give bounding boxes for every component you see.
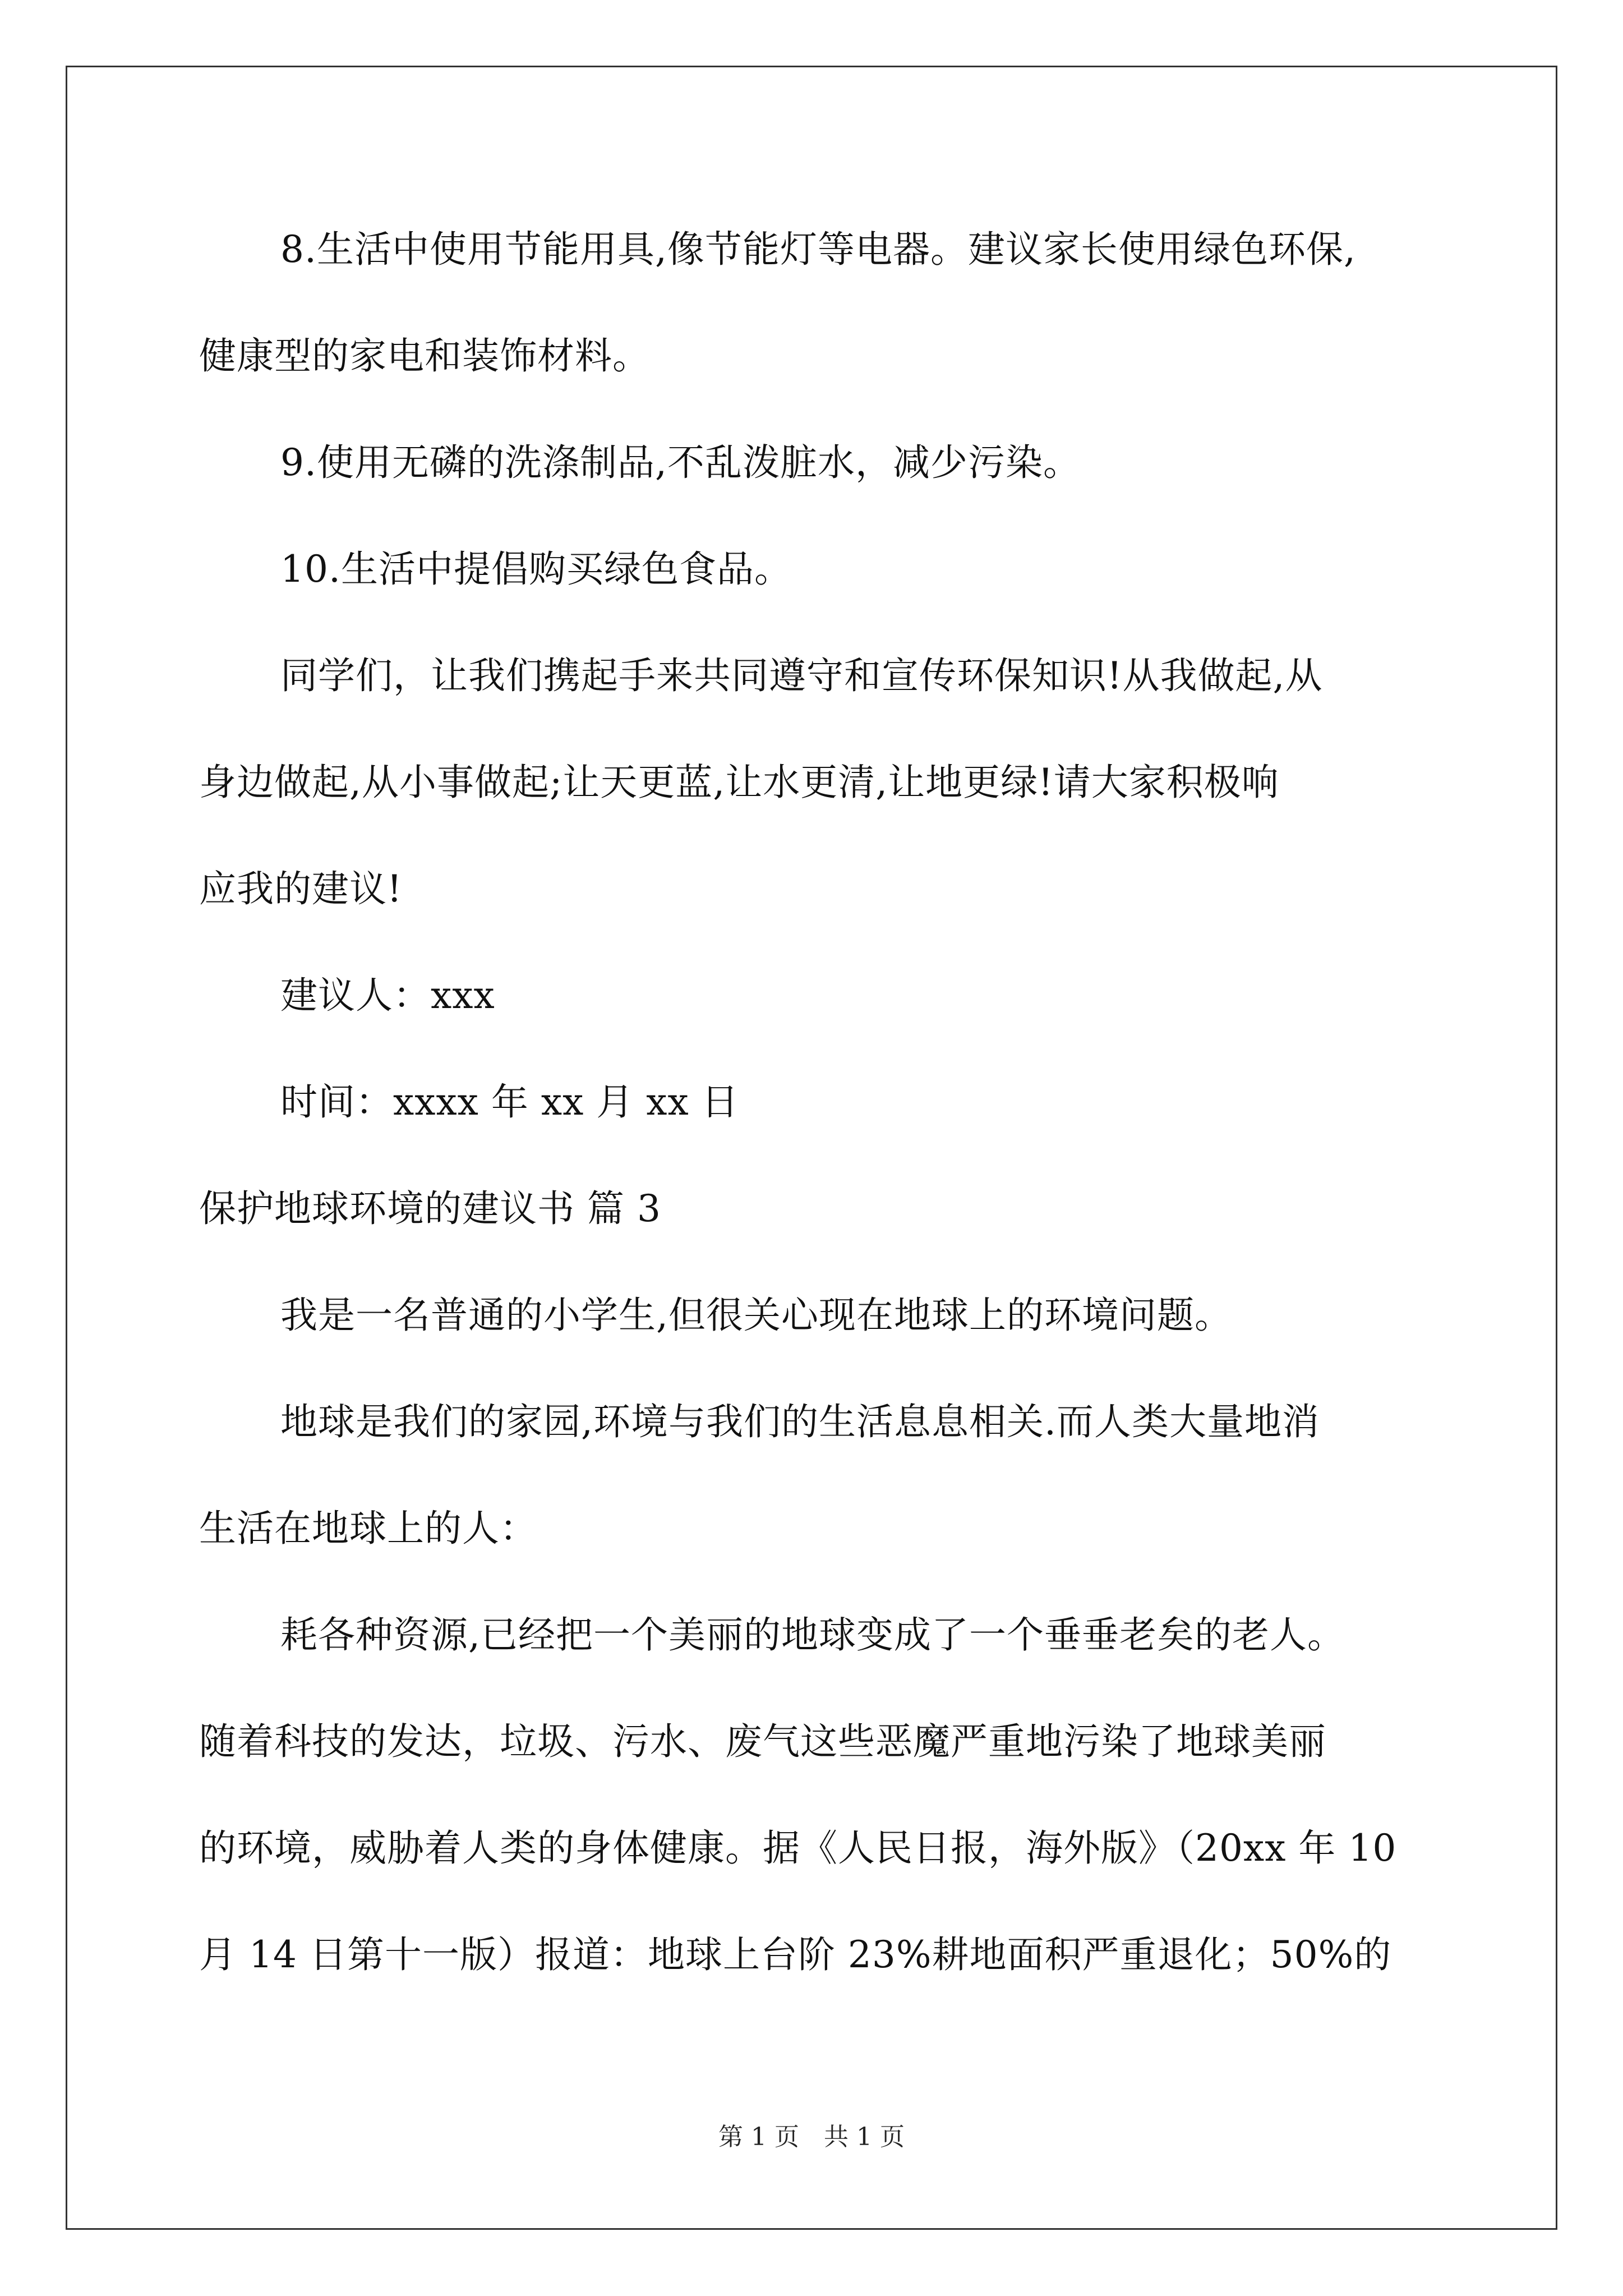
signature-line: 建议人：xxx [280, 974, 495, 1017]
paragraph-line: 9.使用无磷的洗涤制品,不乱泼脏水，减少污染。 [280, 441, 1081, 484]
paragraph-line: 8.生活中使用节能用具,像节能灯等电器。建议家长使用绿色环保, [280, 228, 1356, 271]
paragraph-line: 我是一名普通的小学生,但很关心现在地球上的环境问题。 [280, 1294, 1232, 1337]
paragraph-line: 健康型的家电和装饰材料。 [199, 334, 650, 378]
date-line: 时间：xxxx 年 xx 月 xx 日 [280, 1080, 739, 1124]
paragraph-line: 耗各种资源,已经把一个美丽的地球变成了一个垂垂老矣的老人。 [280, 1613, 1345, 1657]
paragraph-line: 10.生活中提倡购买绿色食品。 [280, 547, 792, 591]
section-heading: 保护地球环境的建议书 篇 3 [199, 1187, 661, 1230]
paragraph-line: 月 14 日第十一版）报道：地球上台阶 23%耕地面积严重退化；50%的 [199, 1933, 1392, 1976]
paragraph-line: 随着科技的发达，垃圾、污水、废气这些恶魔严重地污染了地球美丽 [199, 1720, 1326, 1763]
page-number-footer: 第 1 页 共 1 页 [718, 2123, 905, 2151]
paragraph-line: 应我的建议! [199, 867, 403, 910]
paragraph-line: 的环境，威胁着人类的身体健康。据《人民日报，海外版》（20xx 年 10 [199, 1826, 1397, 1870]
page-border [66, 66, 1557, 2230]
paragraph-line: 生活在地球上的人： [199, 1507, 537, 1550]
paragraph-line: 地球是我们的家园,环境与我们的生活息息相关.而人类大量地消 [280, 1400, 1320, 1443]
paragraph-line: 身边做起,从小事做起;让天更蓝,让水更清,让地更绿!请大家积极响 [199, 761, 1279, 804]
paragraph-line: 同学们，让我们携起手来共同遵守和宣传环保知识!从我做起,从 [280, 654, 1323, 697]
